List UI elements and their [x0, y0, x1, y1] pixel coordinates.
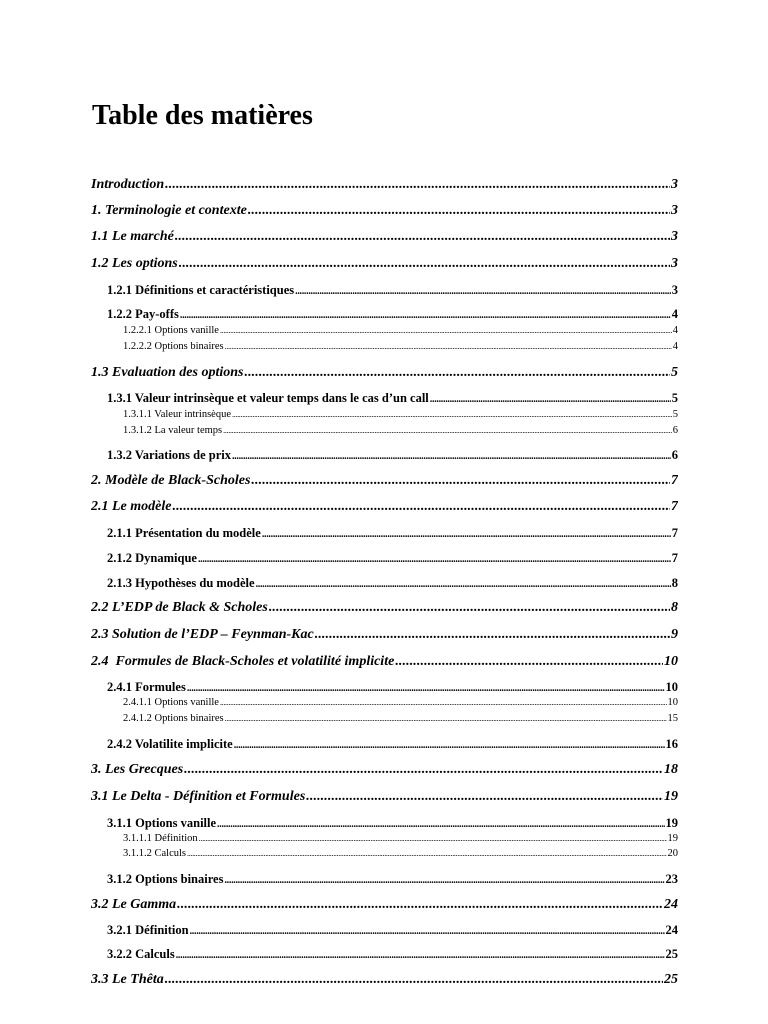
- toc-entry-2-3[interactable]: [91, 625, 678, 645]
- toc-entry-3-2-1[interactable]: [107, 921, 678, 939]
- dot-leader: [232, 448, 671, 464]
- toc-entry-2-4-1-2[interactable]: [123, 712, 678, 726]
- toc-entry-2-1-2[interactable]: [107, 549, 678, 567]
- toc-entry-1-3[interactable]: [91, 363, 678, 383]
- toc-entry-2-1-1[interactable]: [107, 524, 678, 542]
- toc-entry-label: 2.4.1.2 Options binaires: [123, 713, 224, 724]
- toc-entry-label: 2.1.1 Présentation du modèle: [107, 526, 261, 540]
- toc-entry-label: 1.3.1 Valeur intrinsèque et valeur temps dans le cas d’un call: [107, 391, 429, 405]
- toc-entry-label: 3.2 Le Gamma: [91, 897, 177, 912]
- toc-entry-chapter-2[interactable]: [91, 471, 678, 491]
- toc-entry-label: 3.3 Le Thêta: [91, 972, 164, 987]
- dot-leader: [187, 847, 667, 861]
- toc-entry-label: 1.2 Les options: [91, 256, 178, 271]
- toc-entry-label: 1.2.2.2 Options binaires: [123, 341, 224, 352]
- toc-page-number: 20: [667, 848, 678, 859]
- dot-leader: [176, 947, 665, 963]
- toc-page-number: 18: [664, 762, 678, 777]
- toc-entry-label: 1. Terminologie et contexte: [91, 203, 247, 218]
- dot-leader: [225, 712, 667, 726]
- toc-entry-label: 3.1.2 Options binaires: [107, 872, 224, 886]
- toc-page-number: 3: [671, 283, 678, 297]
- toc-entry-label: 2.4.1 Formules: [107, 680, 186, 694]
- dot-leader: [262, 526, 671, 542]
- dot-leader: [251, 471, 670, 491]
- dot-leader: [175, 227, 670, 247]
- toc-entry-1-3-2[interactable]: [107, 446, 678, 464]
- toc-entry-3-1-1[interactable]: [107, 814, 678, 832]
- dot-leader: [217, 816, 664, 832]
- toc-page-number: 15: [667, 713, 678, 724]
- toc-entry-1-1[interactable]: [91, 227, 678, 247]
- toc-entry-1-3-1-1[interactable]: [123, 408, 678, 422]
- dot-leader: [223, 424, 672, 438]
- toc-entry-label: 1.3.1.1 Valeur intrinsèque: [123, 409, 231, 420]
- toc-entry-label: 1.2.1 Définitions et caractéristiques: [107, 283, 295, 297]
- toc-entry-label: 2.4.1.1 Options vanille: [123, 697, 219, 708]
- page-title: Table des matières: [92, 100, 313, 131]
- toc-page-number: 3: [671, 177, 678, 192]
- toc-page-number: 10: [664, 654, 678, 669]
- dot-leader: [190, 923, 665, 939]
- toc-page-number: 25: [664, 972, 678, 987]
- dot-leader: [232, 408, 672, 422]
- toc-page-number: 4: [671, 307, 678, 321]
- toc-entry-1-2-1[interactable]: [107, 281, 678, 299]
- toc-entry-label: 2.1.3 Hypothèses du modèle: [107, 576, 255, 590]
- toc-page-number: 4: [672, 325, 678, 336]
- toc-entry-label: 2.2 L’EDP de Black & Scholes: [91, 600, 268, 615]
- toc-entry-1-2-2[interactable]: [107, 305, 678, 323]
- toc-entry-2-1-3[interactable]: [107, 574, 678, 592]
- dot-leader: [165, 970, 663, 990]
- dot-leader: [187, 680, 665, 696]
- toc-entry-label: 2. Modèle de Black-Scholes: [91, 473, 251, 488]
- toc-entry-3-3[interactable]: [91, 970, 678, 990]
- toc-entry-label: 1.2.2 Pay-offs: [107, 307, 179, 321]
- toc-entry-label: 1.2.2.1 Options vanille: [123, 325, 219, 336]
- toc-entry-label: 2.4 Formules de Black-Scholes et volatilité implicite: [91, 654, 395, 669]
- toc-page-number: 23: [665, 872, 678, 886]
- toc-entry-1-2-2-1[interactable]: [123, 324, 678, 338]
- toc-entry-label: 3. Les Grecques: [91, 762, 184, 777]
- toc-page-number: 3: [671, 203, 678, 218]
- toc-entry-2-4-1[interactable]: [107, 678, 678, 696]
- toc-entry-introduction[interactable]: [91, 175, 678, 195]
- dot-leader: [306, 787, 663, 807]
- toc-entry-label: 3.2.1 Définition: [107, 923, 189, 937]
- toc-page-number: 7: [671, 551, 678, 565]
- dot-leader: [225, 340, 672, 354]
- dot-leader: [177, 895, 663, 915]
- dot-leader: [234, 737, 665, 753]
- dot-leader: [395, 652, 663, 672]
- dot-leader: [180, 307, 671, 323]
- dot-leader: [172, 497, 670, 517]
- toc-entry-label: 3.1.1.2 Calculs: [123, 848, 186, 859]
- toc-page-number: 16: [665, 737, 678, 751]
- toc-page-number: 3: [671, 256, 678, 271]
- dot-leader: [165, 175, 670, 195]
- toc-entry-2-4-1-1[interactable]: [123, 696, 678, 710]
- toc-entry-1-3-1[interactable]: [107, 389, 678, 407]
- dot-leader: [220, 324, 672, 338]
- toc-page-number: 19: [664, 789, 678, 804]
- toc-entry-chapter-1[interactable]: [91, 201, 678, 221]
- toc-entry-label: 2.4.2 Volatilite implicite: [107, 737, 233, 751]
- toc-entry-label: 3.1.1 Options vanille: [107, 816, 217, 830]
- dot-leader: [430, 391, 671, 407]
- toc-entry-label: 1.3.2 Variations de prix: [107, 448, 231, 462]
- toc-page-number: 10: [667, 697, 678, 708]
- toc-entry-1-2-2-2[interactable]: [123, 340, 678, 354]
- toc-entry-label: 2.1 Le modèle: [91, 499, 172, 514]
- toc-entry-label: 1.1 Le marché: [91, 229, 174, 244]
- toc-entry-label: 1.3.1.2 La valeur temps: [123, 425, 223, 436]
- toc-page-number: 5: [671, 365, 678, 380]
- toc-entry-2-4-2[interactable]: [107, 735, 678, 753]
- dot-leader: [179, 254, 670, 274]
- toc-entry-3-1-1-1[interactable]: [123, 832, 678, 846]
- toc-entry-label: 1.3 Evaluation des options: [91, 365, 244, 380]
- toc-page-number: 24: [664, 897, 678, 912]
- toc-entry-3-1-2[interactable]: [107, 870, 678, 888]
- toc-page-number: 7: [671, 526, 678, 540]
- toc-page-number: 19: [667, 833, 678, 844]
- dot-leader: [256, 576, 671, 592]
- dot-leader: [199, 832, 667, 846]
- toc-entry-label: 3.1 Le Delta - Définition et Formules: [91, 789, 306, 804]
- toc-entry-2-1[interactable]: [91, 497, 678, 517]
- dot-leader: [248, 201, 670, 221]
- toc-entry-label: 3.2.2 Calculs: [107, 947, 175, 961]
- dot-leader: [295, 283, 671, 299]
- toc-page-number: 5: [671, 391, 678, 405]
- dot-leader: [184, 760, 663, 780]
- toc-entry-label: Introduction: [91, 177, 165, 192]
- toc-page-number: 6: [672, 425, 678, 436]
- toc-page-number: 3: [671, 229, 678, 244]
- toc-entry-label: 3.1.1.1 Définition: [123, 833, 198, 844]
- toc-page-number: 8: [671, 576, 678, 590]
- toc-entry-3-2[interactable]: [91, 895, 678, 915]
- toc-entry-3-2-2[interactable]: [107, 945, 678, 963]
- toc-entry-2-2[interactable]: [91, 598, 678, 618]
- toc-page-number: 10: [665, 680, 678, 694]
- toc-page-number: 7: [671, 499, 678, 514]
- toc-entry-label: 2.3 Solution de l’EDP – Feynman-Kac: [91, 627, 314, 642]
- toc-page-number: 24: [665, 923, 678, 937]
- toc-page-number: 8: [671, 600, 678, 615]
- toc-entry-label: 2.1.2 Dynamique: [107, 551, 197, 565]
- toc-page-number: 5: [672, 409, 678, 420]
- toc-entry-2-4[interactable]: [91, 652, 678, 672]
- toc-entry-chapter-3[interactable]: [91, 760, 678, 780]
- toc-page-number: 9: [671, 627, 678, 642]
- toc-page-number: 25: [665, 947, 678, 961]
- dot-leader: [224, 872, 664, 888]
- toc-entry-1-3-1-2[interactable]: [123, 424, 678, 438]
- toc-entry-3-1-1-2[interactable]: [123, 847, 678, 861]
- dot-leader: [198, 551, 671, 567]
- toc-page-number: 6: [671, 448, 678, 462]
- toc-page-number: 19: [665, 816, 678, 830]
- dot-leader: [244, 363, 670, 383]
- dot-leader: [315, 625, 670, 645]
- dot-leader: [269, 598, 670, 618]
- toc-page-number: 7: [671, 473, 678, 488]
- toc-entry-1-2[interactable]: [91, 254, 678, 274]
- toc-entry-3-1[interactable]: [91, 787, 678, 807]
- dot-leader: [220, 696, 667, 710]
- toc-page-number: 4: [672, 341, 678, 352]
